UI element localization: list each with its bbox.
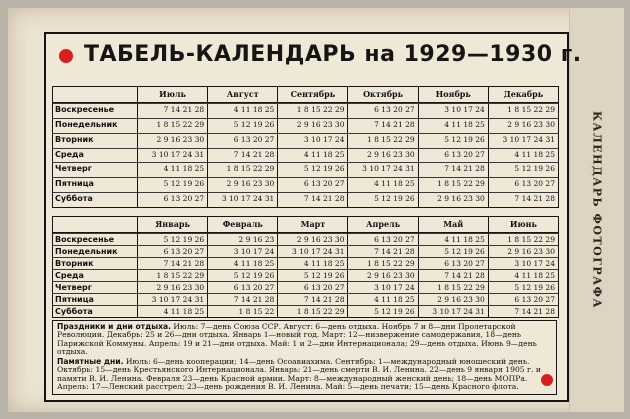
date-cell: 6 13 20 27 (207, 133, 277, 148)
date-cell: 2 9 16 23 30 (418, 192, 488, 207)
date-cell: 2 9 16 23 30 (347, 269, 417, 281)
date-cell: 7 14 21 28 (488, 192, 558, 207)
month-header: Январь (137, 217, 207, 233)
calendar-block-1930 (52, 216, 559, 318)
date-cell: 4 11 18 25 (418, 233, 488, 245)
date-cell: 1 8 15 22 (207, 305, 277, 317)
date-cell: 3 10 17 24 31 (277, 245, 347, 257)
date-cell: 7 14 21 28 (488, 305, 558, 317)
month-header: Апрель (347, 217, 417, 233)
date-cell: 6 13 20 27 (137, 245, 207, 257)
weekday-label: Среда (53, 269, 137, 281)
memorable-days-heading: Памятные дни. (57, 357, 124, 367)
memorable-days-paragraph (57, 358, 552, 391)
date-cell: 7 14 21 28 (277, 192, 347, 207)
date-cell: 7 14 21 28 (347, 118, 417, 133)
date-cell: 1 8 15 22 29 (418, 281, 488, 293)
date-cell: 3 10 17 24 (277, 133, 347, 148)
date-cell: 4 11 18 25 (137, 305, 207, 317)
red-dot-marker (59, 49, 73, 63)
date-cell: 4 11 18 25 (418, 118, 488, 133)
weekday-label: Пятница (53, 293, 137, 305)
holidays-text: Июль: 7—день Союза ССР. Август: 6—день отдыха. Ноябрь 7 и 8—дни Пролетарской Революции. Декабрь: 25 и 26—дни отдыха. Январь 1—новый год. Март: 12—низвержение самодержавия, 18—день Парижской Коммуны. Апрель: 19 и 21—дни отдыха. Май: 1 и 2—дни Интернационала; 29—день отдыха. Июнь 9—день отдыха. (57, 322, 537, 356)
date-cell: 3 10 17 24 31 (137, 293, 207, 305)
date-cell: 2 9 16 23 30 (347, 148, 417, 163)
weekday-label: Понедельник (53, 245, 137, 257)
spine-title: КАЛЕНДАРЬ ФОТОГРАФА (590, 111, 604, 309)
date-cell: 5 12 19 26 (277, 269, 347, 281)
weekday-label: Вторник (53, 133, 137, 148)
date-cell: 4 11 18 25 (488, 269, 558, 281)
date-cell: 4 11 18 25 (207, 257, 277, 269)
date-cell: 3 10 17 24 (207, 245, 277, 257)
month-header: Февраль (207, 217, 277, 233)
date-cell: 1 8 15 22 29 (488, 103, 558, 118)
date-cell: 1 8 15 22 29 (277, 305, 347, 317)
date-cell: 4 11 18 25 (277, 148, 347, 163)
date-cell: 4 11 18 25 (137, 162, 207, 177)
date-cell: 5 12 19 26 (347, 305, 417, 317)
month-header: Ноябрь (418, 87, 488, 103)
date-cell: 3 10 17 24 31 (418, 305, 488, 317)
date-cell: 7 14 21 28 (207, 293, 277, 305)
date-cell: 2 9 16 23 30 (277, 233, 347, 245)
date-cell: 4 11 18 25 (347, 293, 417, 305)
date-cell: 1 8 15 22 29 (277, 103, 347, 118)
date-cell: 6 13 20 27 (137, 192, 207, 207)
date-cell: 6 13 20 27 (488, 293, 558, 305)
date-cell: 3 10 17 24 (488, 257, 558, 269)
month-header: Март (277, 217, 347, 233)
calendar-header (46, 34, 582, 88)
date-cell: 1 8 15 22 29 (488, 233, 558, 245)
date-cell: 6 13 20 27 (277, 281, 347, 293)
month-header: Июль (137, 87, 207, 103)
date-cell: 7 14 21 28 (207, 148, 277, 163)
book-spine (569, 8, 624, 412)
weekday-label: Четверг (53, 162, 137, 177)
calendar-page (8, 8, 624, 412)
weekday-label: Пятница (53, 177, 137, 192)
grid-corner (53, 217, 137, 233)
date-cell: 5 12 19 26 (137, 233, 207, 245)
date-cell: 6 13 20 27 (347, 233, 417, 245)
date-cell: 2 9 16 23 30 (488, 118, 558, 133)
weekday-label: Воскресенье (53, 103, 137, 118)
date-cell: 4 11 18 25 (488, 148, 558, 163)
date-cell: 7 14 21 28 (418, 269, 488, 281)
date-cell: 5 12 19 26 (418, 245, 488, 257)
holidays-paragraph (57, 323, 552, 356)
month-header: Июнь (488, 217, 558, 233)
holidays-heading: Праздники и дни отдыха. (57, 322, 171, 331)
date-cell: 2 9 16 23 30 (137, 281, 207, 293)
month-header: Май (418, 217, 488, 233)
date-cell: 2 9 16 23 30 (207, 177, 277, 192)
date-cell: 5 12 19 26 (488, 162, 558, 177)
date-cell: 1 8 15 22 29 (207, 162, 277, 177)
date-cell: 4 11 18 25 (207, 103, 277, 118)
date-cell: 6 13 20 27 (418, 257, 488, 269)
date-cell: 5 12 19 26 (207, 118, 277, 133)
date-cell: 4 11 18 25 (347, 177, 417, 192)
date-cell: 1 8 15 22 29 (347, 257, 417, 269)
date-cell: 1 8 15 22 29 (347, 133, 417, 148)
weekday-label: Вторник (53, 257, 137, 269)
page-title: ТАБЕЛЬ-КАЛЕНДАРЬ на 1929—1930 г. (84, 42, 582, 67)
month-header: Сентябрь (277, 87, 347, 103)
date-cell: 5 12 19 26 (207, 269, 277, 281)
date-cell: 3 10 17 24 31 (347, 162, 417, 177)
date-cell: 7 14 21 28 (137, 257, 207, 269)
date-cell: 3 10 17 24 (347, 281, 417, 293)
date-cell: 5 12 19 26 (137, 177, 207, 192)
date-cell: 2 9 16 23 30 (277, 118, 347, 133)
date-cell: 7 14 21 28 (277, 293, 347, 305)
date-cell: 1 8 15 22 29 (418, 177, 488, 192)
date-cell: 5 12 19 26 (277, 162, 347, 177)
date-cell: 3 10 17 24 31 (137, 148, 207, 163)
date-cell: 2 9 16 23 30 (137, 133, 207, 148)
weekday-label: Среда (53, 148, 137, 163)
weekday-label: Четверг (53, 281, 137, 293)
notes-section (52, 320, 557, 395)
date-cell: 1 8 15 22 29 (137, 269, 207, 281)
month-header: Декабрь (488, 87, 558, 103)
date-cell: 6 13 20 27 (418, 148, 488, 163)
red-dot-marker-2 (541, 374, 553, 386)
date-cell: 2 9 16 23 30 (488, 245, 558, 257)
date-cell: 4 11 18 25 (277, 257, 347, 269)
date-cell: 5 12 19 26 (347, 192, 417, 207)
date-cell: 6 13 20 27 (207, 281, 277, 293)
date-cell: 6 13 20 27 (488, 177, 558, 192)
month-header: Октябрь (347, 87, 417, 103)
date-cell: 7 14 21 28 (418, 162, 488, 177)
date-cell: 2 9 16 23 30 (418, 293, 488, 305)
date-cell: 1 8 15 22 29 (137, 118, 207, 133)
date-cell: 6 13 20 27 (347, 103, 417, 118)
date-cell: 3 10 17 24 31 (207, 192, 277, 207)
date-cell: 3 10 17 24 31 (488, 133, 558, 148)
date-cell: 7 14 21 28 (137, 103, 207, 118)
date-cell: 3 10 17 24 (418, 103, 488, 118)
weekday-label: Суббота (53, 192, 137, 207)
date-cell: 6 13 20 27 (277, 177, 347, 192)
grid-corner (53, 87, 137, 103)
date-cell: 7 14 21 28 (347, 245, 417, 257)
weekday-label: Воскресенье (53, 233, 137, 245)
weekday-label: Понедельник (53, 118, 137, 133)
month-header: Август (207, 87, 277, 103)
memorable-days-text: Июль: 6—день кооперации; 14—день Осоавиахима. Сентябрь: 1—международный юношеский день. Октябрь: 15—день Крестьянского Интернационала. Январь: 21—день смерти В. И. Ленина. 22—день 9 января 1905 г. и памяти В. И. Ленина. Февраля 23—день Красной армии. Март: 8—международный женский день; 18—день МОПРа. Апрель: 17—Ленский расстрел; 23—день рождения В. И. Ленина. Май: 5—день печати; 15—день Красного флота. (57, 357, 541, 392)
weekday-label: Суббота (53, 305, 137, 317)
date-cell: 5 12 19 26 (418, 133, 488, 148)
date-cell: 5 12 19 26 (488, 281, 558, 293)
calendar-frame (44, 32, 582, 402)
calendar-block-1929 (52, 86, 559, 208)
date-cell: 2 9 16 23 (207, 233, 277, 245)
